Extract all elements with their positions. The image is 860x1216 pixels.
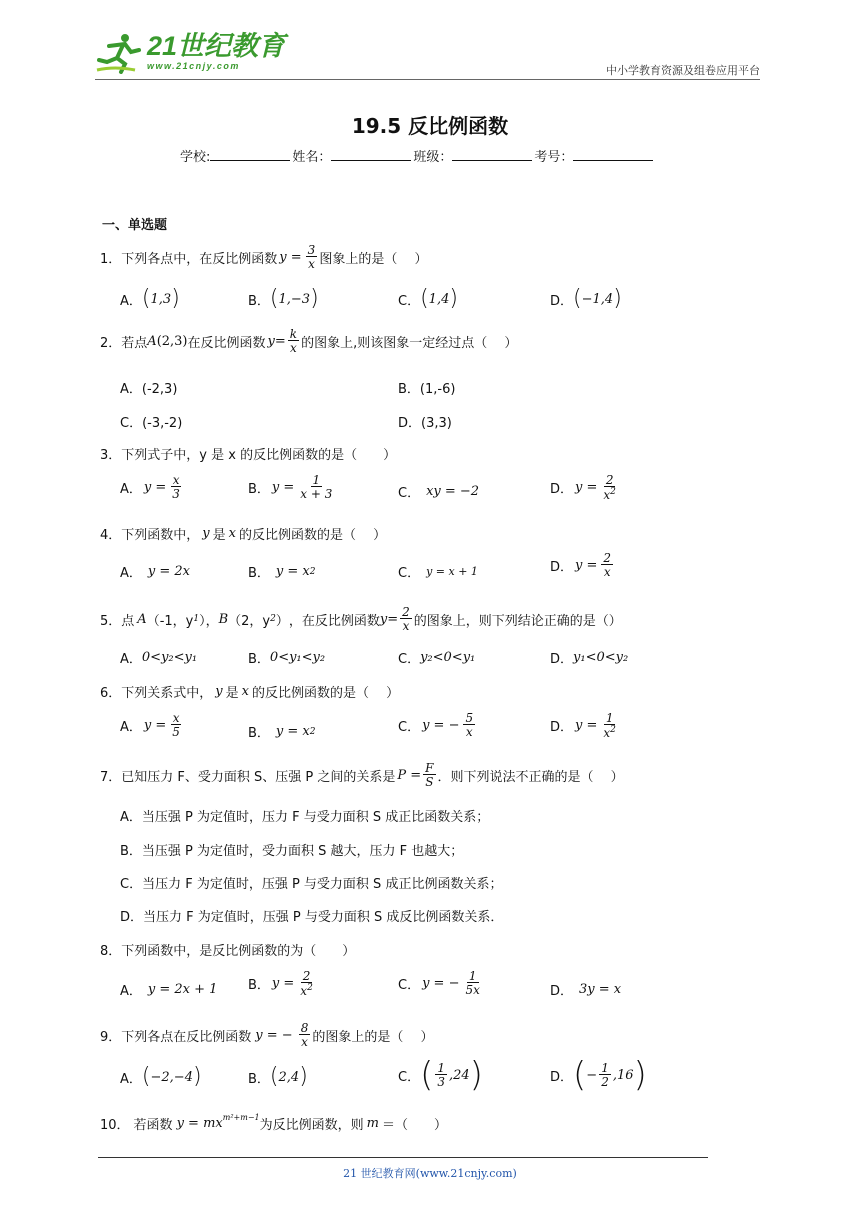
question-9: 9． 下列各点在反比例函数 y = − $\frac{8}{x}$ 的图象上的是（ ） [100,1021,434,1049]
question-4: 4． 下列函数中， y 是 x 的反比例函数的是（ ） [100,526,387,543]
q1-option-b[interactable]: B． ( 1,−3 ) [248,286,319,311]
logo-url: www.21cnjy.com [147,61,240,71]
question-6: 6． 下列关系式中， y 是 x 的反比例函数的是（ ） [100,684,400,701]
q7-option-c[interactable]: C．当压力 F 为定值时，压强 P 与受力面积 S 成正比例函数关系； [120,877,503,892]
q8-option-c[interactable]: C． y = − $\frac{1}{5x}$ [398,969,480,997]
q9-option-b[interactable]: B． ( 2,4 ) [248,1064,308,1089]
exam-no-label: 考号： [534,150,574,165]
q9-option-c[interactable]: C． ( $\frac{1}{3}$ ,24 ) [398,1055,483,1095]
q8-option-b[interactable]: B． y = $\frac{2}{x^2}$ [248,969,313,998]
q7-option-b[interactable]: B．当压强 P 为定值时，受力面积 S 越大，压力 F 也越大； [120,844,464,859]
q9-option-d[interactable]: D． ( − $\frac{1}{2}$ ,16 ) [550,1055,647,1095]
exam-no-blank[interactable] [573,146,653,161]
footer-link[interactable]: 21 世纪教育网(www.21cnjy.com) [343,1167,517,1180]
q3-option-a[interactable]: A． y = $\frac{x}{3}$ [120,473,180,501]
page-title: 19.5 反比例函数 [351,114,509,138]
question-5: 5． 点 A （-1，y 1 ）， B （2，y 2 ） ，在反比例函数 y= $\frac{2}{x}$ 的图象上，则下列结论正确的是（） [100,605,622,633]
question-2: 2． 若点 A (2,3) 在反比例函数 y= $\frac{k}{x}$ 的图象上,则该图象一定经过点（ ） [100,327,518,355]
section-heading: 一、单选题 [102,218,168,233]
site-logo [95,32,285,74]
runner-logo-icon [95,32,145,74]
question-1: 1． 下列各点中，在反比例函数 y = $\frac{3}{x}$ 图象上的是（ ） [100,243,428,271]
q7-option-d[interactable]: D．当压力 F 为定值时，压强 P 与受力面积 S 成反比例函数关系． [120,910,504,925]
q9-option-a[interactable]: A． ( −2,−4 ) [120,1064,202,1089]
class-blank[interactable] [452,146,532,161]
class-label: 班级： [413,150,453,165]
logo-wordmark: 21世纪教育 [147,31,286,61]
platform-name: 中小学教育资源及组卷应用平台 [606,64,760,77]
q2-option-b[interactable]: B．(1,-6) [398,382,456,397]
student-info-fields [180,146,655,165]
q6-option-d[interactable]: D． y = $\frac{1}{x^2}$ [550,711,616,740]
school-blank[interactable] [210,146,290,161]
q4-option-d[interactable]: D． y = $\frac{2}{x}$ [550,551,612,579]
q3-option-d[interactable]: D． y = $\frac{2}{x^2}$ [550,473,616,502]
q4-option-a[interactable]: A． y = 2x [120,564,191,581]
q1-option-c[interactable]: C． ( 1,4 ) [398,286,458,311]
q2-option-c[interactable]: C．(-3,-2) [120,416,183,431]
question-10: 10． 若函数 y = mx $^{m^2+m-1}$ 为反比例函数，则 m ＝（ ） [100,1113,447,1133]
q6-option-b[interactable]: B． y = x 2 [248,724,316,741]
question-text: 下列各点中，在反比例函数 [121,251,278,267]
q7-option-a[interactable]: A．当压强 P 为定值时，压力 F 与受力面积 S 成正比函数关系； [120,810,490,825]
footer-divider [98,1157,708,1158]
q8-option-a[interactable]: A． y = 2x + 1 [120,982,218,999]
q4-option-b[interactable]: B． y = x 2 [248,564,316,581]
fraction: $\frac{3}{x}$ [307,243,316,271]
q1-option-d[interactable]: D． ( −1,4 ) [550,286,622,311]
q1-option-a[interactable]: A． ( 1,3 ) [120,286,180,311]
q6-option-a[interactable]: A． y = $\frac{x}{5}$ [120,711,180,739]
name-label: 姓名： [292,150,332,165]
question-number: 1． [100,251,122,267]
q2-option-d[interactable]: D．(3,3) [398,416,452,431]
question-7: 7． 已知压力 F、受力面积 S、压强 P 之间的关系是 P = $\frac{F}{S}$ ．则下列说法不正确的是（ ） [100,761,624,789]
q3-option-b[interactable]: B． y = $\frac{1}{x + 3}$ [248,473,333,501]
name-blank[interactable] [331,146,411,161]
header-divider [95,79,760,80]
q5-option-c[interactable]: C． y₂<0<y₁ [398,650,476,667]
page-header [95,30,760,80]
question-text: 图象上的是（ ） [319,251,428,267]
q5-option-a[interactable]: A． 0<y₂<y₁ [120,650,198,667]
school-label: 学校: [180,150,211,165]
q3-option-c[interactable]: C． xy = −2 [398,484,480,501]
q4-option-c[interactable]: C． y = x + 1 [398,565,478,581]
q5-option-b[interactable]: B． 0<y₁<y₂ [248,650,326,667]
question-8: 8． 下列函数中，是反比例函数的为（ ） [100,944,356,959]
q5-option-d[interactable]: D． y₁<0<y₂ [550,650,629,667]
q8-option-d[interactable]: D． 3y = x [550,982,622,999]
q6-option-c[interactable]: C． y = − $\frac{5}{x}$ [398,711,474,739]
q2-option-a[interactable]: A．(-2,3) [120,382,178,397]
question-3: 3． 下列式子中，y 是 x 的反比例函数的是（ ） [100,448,397,463]
